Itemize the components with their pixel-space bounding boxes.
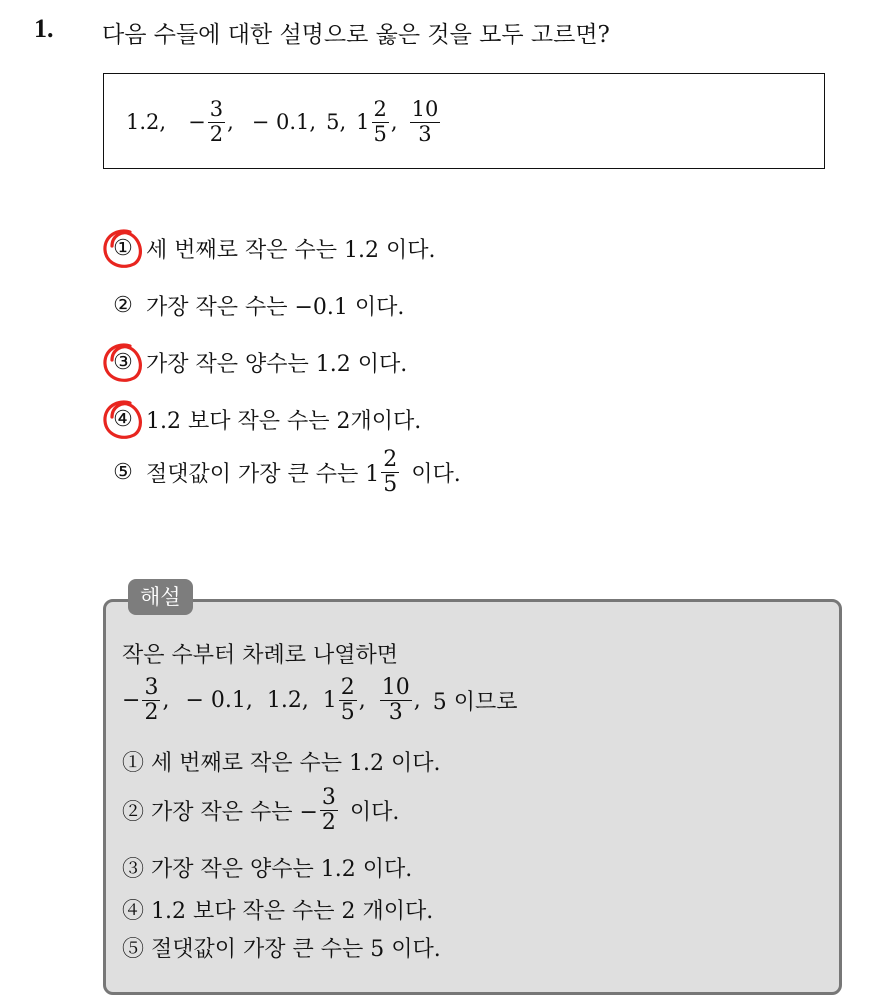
choice-marker: ③ [108, 350, 138, 375]
fraction-numerator: 2 [383, 447, 398, 472]
choice-4[interactable] [108, 404, 421, 435]
fraction-denominator: 5 [373, 121, 387, 146]
solution-tag: 해설 [128, 579, 193, 615]
fraction [339, 676, 357, 725]
fraction-numerator: 10 [411, 97, 439, 122]
choice-text: 절댓값이 가장 큰 수는 1 [146, 462, 380, 488]
fraction-numerator: 3 [321, 785, 336, 810]
separator: , [227, 110, 234, 134]
fraction-denominator: 3 [418, 121, 432, 146]
solution-item-3: ③ 가장 작은 양수는 1.2 이다. [122, 857, 413, 882]
fraction-denominator: 2 [321, 810, 336, 836]
solution-text: 이다. [349, 800, 400, 826]
number-sign: − [122, 688, 141, 714]
choice-5[interactable] [108, 448, 461, 497]
fraction [372, 98, 389, 145]
fraction-numerator: 2 [373, 97, 387, 122]
choice-text: 1.2 보다 작은 수는 2개이다. [146, 409, 422, 434]
fraction [320, 786, 338, 835]
choice-text: 세 번째로 작은 수는 1.2 이다. [146, 238, 436, 263]
choice-text: 가장 작은 수는 −0.1 이다. [146, 295, 405, 320]
fraction [208, 98, 225, 145]
solution-ordered-list [122, 676, 518, 725]
separator: , [390, 110, 398, 134]
number-item: 1.2, [126, 110, 167, 134]
fraction-denominator: 2 [209, 121, 224, 146]
fraction [142, 676, 160, 725]
numbers-list [126, 74, 442, 170]
choice-text: 가장 작은 양수는 1.2 이다. [146, 352, 408, 377]
number-item: 5, [326, 110, 347, 134]
solution-text: 5 이므로 [432, 690, 518, 716]
numbers-box [103, 73, 825, 169]
solution-line: 작은 수부터 차례로 나열하면 [122, 643, 399, 668]
solution-item-4: ④ 1.2 보다 작은 수는 2 개이다. [122, 899, 434, 924]
choice-marker: ① [108, 236, 138, 261]
choice-1[interactable] [108, 233, 435, 264]
number-run: − 0.1, 1.2, 1 [185, 688, 337, 714]
choice-3[interactable] [108, 347, 407, 378]
choice-marker: ④ [108, 407, 138, 432]
separator: , [358, 688, 366, 714]
choice-marker: ② [113, 293, 133, 318]
number-sign: − [188, 110, 206, 134]
solution-item-1: ① 세 번째로 작은 수는 1.2 이다. [122, 751, 441, 776]
fraction-numerator: 3 [209, 97, 224, 122]
fraction [410, 98, 441, 145]
fraction-numerator: 3 [144, 675, 159, 700]
solution-item-5: ⑤ 절댓값이 가장 큰 수는 5 이다. [122, 937, 441, 962]
mixed-number-whole: 1 [356, 110, 370, 134]
choice-2[interactable] [108, 290, 404, 321]
fraction-numerator: 2 [340, 675, 355, 700]
number-item: − 0.1, [251, 110, 317, 134]
fraction-denominator: 5 [340, 700, 355, 726]
solution-text: ② 가장 작은 수는 − [122, 800, 318, 826]
fraction-denominator: 3 [388, 700, 403, 726]
fraction-denominator: 2 [144, 700, 159, 726]
question-text: 다음 수들에 대한 설명으로 옳은 것을 모두 고르면? [102, 22, 610, 48]
fraction-numerator: 10 [381, 675, 410, 700]
question-number: 1. [34, 14, 54, 43]
fraction [380, 676, 412, 725]
choice-marker: ⑤ [113, 460, 133, 486]
fraction-denominator: 5 [383, 472, 398, 498]
choice-text-end: 이다. [411, 462, 461, 488]
separator: , [413, 688, 421, 714]
solution-item-2 [122, 786, 399, 835]
fraction [381, 448, 399, 497]
separator: , [162, 688, 170, 714]
